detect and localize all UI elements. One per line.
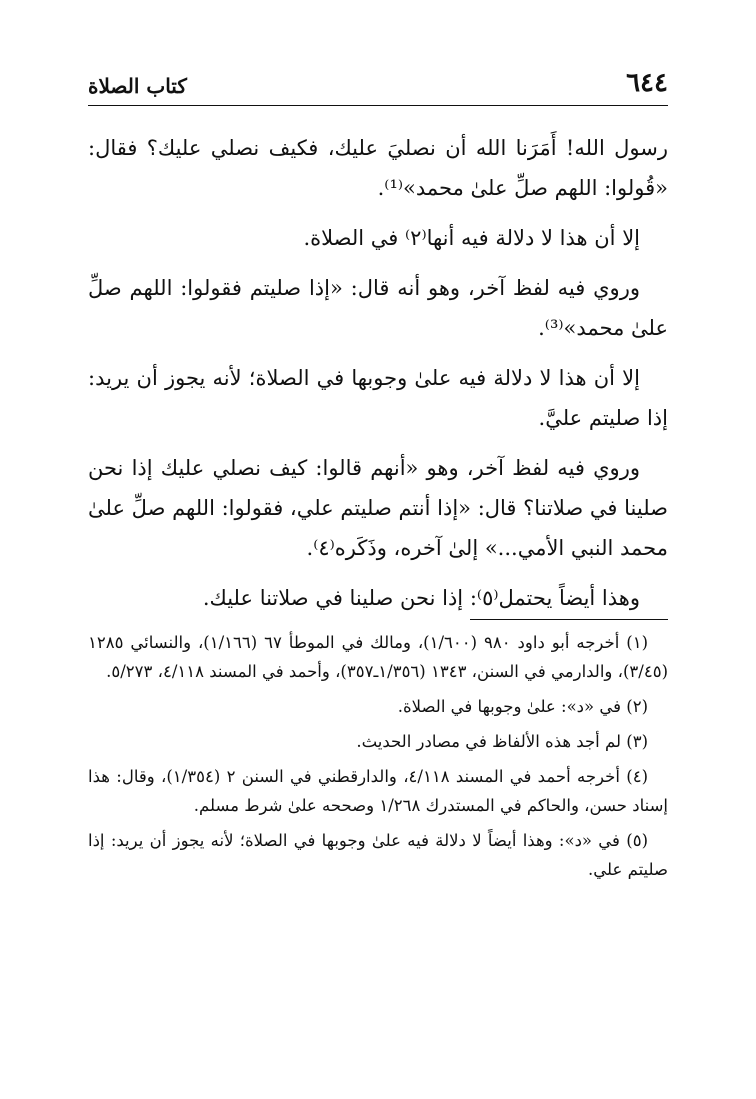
paragraph: إلا أن هذا لا دلالة فيه أنها⁽٢⁾ في الصلاة.	[303, 226, 640, 250]
footnote-separator	[470, 619, 668, 620]
paragraph: إلا أن هذا لا دلالة فيه علىٰ وجوبها في الصلاة؛ لأنه يجوز أن يريد: إذا صليتم عليَّ.	[88, 366, 668, 430]
paragraph: رسول الله! أَمَرَنا الله أن نصليَ عليك، فكيف نصلي عليك؟ فقال: «قُولوا: اللهم صلِّ علىٰ محمد»⁽¹⁾.	[88, 136, 668, 200]
paragraph: وروي فيه لفظ آخر، وهو أنه قال: «إذا صليتم فقولوا: اللهم صلِّ علىٰ محمد»⁽³⁾.	[88, 276, 668, 340]
page-header	[88, 62, 668, 106]
running-title: كتاب الصلاة	[88, 74, 187, 98]
footnote: (٥) في «د»: وهذا أيضاً لا دلالة فيه علىٰ وجوبها في الصلاة؛ لأنه يجوز أن يريد: إذا صليتم علي.	[88, 831, 668, 879]
main-text	[88, 128, 668, 628]
paragraph: وهذا أيضاً يحتمل⁽٥⁾: إذا نحن صلينا في صلاتنا عليك.	[202, 586, 640, 610]
footnotes	[88, 628, 668, 890]
footnote: (١) أخرجه أبو داود ٩٨٠ (١/٦٠٠)، ومالك في الموطأ ٦٧ (١/١٦٦)، والنسائي ١٢٨٥ (٣/٤٥)، والدارمي في السنن، ١٣٤٣ (١/٣٥٦ـ٣٥٧)، وأحمد في المسند ٤/١١٨، ٥/٢٧٣.	[88, 633, 668, 681]
paragraph: وروي فيه لفظ آخر، وهو «أنهم قالوا: كيف نصلي عليك إذا نحن صلينا في صلاتنا؟ قال: «إذا أنتم صليتم علي، فقولوا: اللهم صلِّ علىٰ محمد النبي الأمي...» إلىٰ آخره، وذَكَره⁽٤⁾.	[88, 456, 668, 560]
footnote: (٢) في «د»: علىٰ وجوبها في الصلاة.	[397, 697, 648, 716]
page-number: ٦٤٤	[626, 68, 668, 98]
footnote: (٤) أخرجه أحمد في المسند ٤/١١٨، والدارقطني في السنن ٢ (١/٣٥٤)، وقال: هذا إسناد حسن، والحاكم في المستدرك ١/٢٦٨ وصححه علىٰ شرط مسلم.	[88, 767, 668, 815]
footnote: (٣) لم أجد هذه الألفاظ في مصادر الحديث.	[356, 732, 648, 751]
header-rule	[88, 105, 668, 106]
